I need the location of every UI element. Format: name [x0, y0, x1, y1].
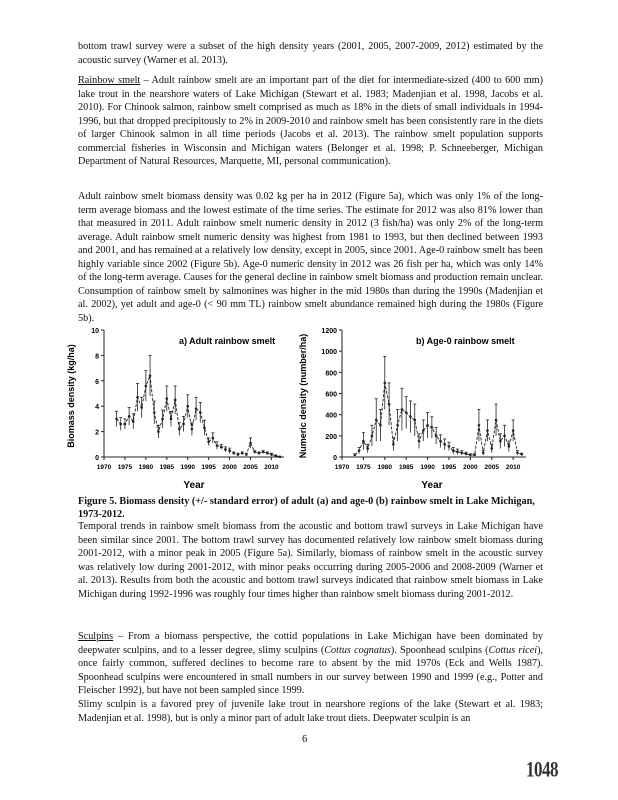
page-number: 6 — [302, 734, 308, 745]
b-data-point — [362, 440, 365, 443]
b-data-point — [495, 419, 498, 422]
a-data-point — [262, 451, 265, 454]
b-data-point — [490, 447, 493, 450]
a-data-point — [140, 406, 143, 409]
a-x-tick-label: 2010 — [264, 464, 279, 471]
b-y-tick-label: 200 — [325, 433, 337, 441]
b-data-point — [396, 424, 399, 427]
a-data-point — [245, 453, 248, 456]
paragraph-rainbow-smelt — [78, 74, 543, 169]
b-data-point — [409, 415, 412, 418]
b-data-point — [418, 440, 421, 443]
a-data-point — [128, 415, 131, 418]
paragraph-biomass: Adult rainbow smelt biomass density was 0.02 kg per ha in 2012 (Figure 5a), which was only 1% of the long-term average biomass and the lowest estimate of the time series. The estimate for 2012 was also 81% lower than that measured in 2011. Adult rainbow smelt numeric density in 2012 (3 fish/ha) was only 2% of the long-term average. Adult rainbow smelt numeric density was highest from 1981 to 1993, but then declined between 1993 and 2001, and has remained at a relatively low density, except in 2005, since 2001. Age-0 rainbow smelt has been highly variable since 2002 (Figure 5b). Age-0 numeric density in 2012 was 26 fish per ha, which was only 14% of the long-term average. Causes for the general decline in rainbow smelt biomass and production remain unclear. Consumption of rainbow smelt by salmonines was higher in the mid 1980s than during the 1990s (Madenjian et al. 2002), yet adult and age-0 (< 90 mm TL) rainbow smelt abundance remained high during the 1980s (Figure 5b). — [78, 191, 543, 324]
paragraph-text: – Adult rainbow smelt are an important part of the diet for intermediate-sized (400 to 600 mm) lake trout in the nearshore waters of Lake Michigan (Stewart et al. 1983; Madenjian et al. 1998, Jacobs et al. 2010). For Chinook salmon, rainbow smelt comprised as much as 18% in the diets of small individuals in 1994-1996, but that dropped precipitously to 2% in 2009-2010 and rainbow smelt has been consistently rare in the diets of larger Chinook salmon in all time periods (Jacobs et al. 2013). The rainbow smelt population supports commercial fisheries in Wisconsin and Michigan waters (Belonger et al. 1998; P. Schneeberger, Michigan Department of Natural Resources, Marquette, MI, personal communication). — [78, 75, 543, 168]
a-data-point — [178, 428, 181, 431]
b-data-point — [461, 451, 464, 454]
b-y-tick-label: 1200 — [321, 328, 337, 335]
b-data-point — [473, 454, 476, 457]
figure-caption: Figure 5. Biomass density (+/- standard error) of adult (a) and age-0 (b) rainbow smelt in Lake Michigan, 1973-2012. — [78, 496, 535, 520]
a-data-point — [132, 420, 135, 423]
a-y-tick-label: 2 — [95, 429, 99, 437]
b-x-tick-label: 1975 — [356, 464, 371, 471]
a-data-point — [207, 440, 210, 443]
a-x-tick-label: 2000 — [222, 464, 237, 471]
b-data-point — [354, 454, 357, 457]
b-data-point — [401, 408, 404, 411]
a-data-point — [274, 454, 277, 457]
a-data-point — [157, 430, 160, 433]
b-data-point — [383, 382, 386, 385]
b-data-point — [426, 424, 429, 427]
b-data-point — [443, 443, 446, 446]
a-data-point — [270, 453, 273, 456]
a-data-point — [174, 399, 177, 402]
a-data-point — [145, 385, 148, 388]
b-data-point — [469, 454, 472, 457]
panel-a — [66, 328, 284, 491]
paragraph-sculpins — [78, 630, 543, 698]
a-x-tick-label: 1995 — [201, 464, 216, 471]
b-data-point — [456, 450, 459, 453]
a-data-point — [199, 411, 202, 414]
a-data-point — [161, 418, 164, 421]
a-data-point — [124, 423, 127, 426]
b-x-tick-label: 1985 — [398, 464, 414, 471]
b-y-tick-label: 800 — [325, 370, 337, 378]
b-data-point — [482, 451, 485, 454]
b-data-point — [486, 429, 489, 432]
a-y-tick-label: 0 — [95, 455, 99, 462]
panel-a-title: a) Adult rainbow smelt — [179, 336, 276, 346]
a-data-point — [241, 452, 244, 455]
panel-b-title: b) Age-0 rainbow smelt — [416, 336, 515, 346]
b-data-point — [371, 435, 374, 438]
a-y-tick-label: 8 — [95, 353, 99, 361]
a-x-tick-label: 1990 — [180, 464, 195, 471]
a-y-tick-label: 10 — [91, 328, 99, 335]
a-data-point — [149, 374, 152, 377]
b-data-point — [512, 429, 515, 432]
b-data-point — [508, 445, 511, 448]
a-x-tick-label: 1985 — [159, 464, 175, 471]
a-data-point — [136, 396, 139, 399]
paragraph-text: – From a biomass perspective, the cottid populations in Lake Michigan have been dominated by deepwater sculpins, and to a lesser degree, slimy sculpins ( — [78, 631, 543, 656]
b-y-tick-label: 400 — [325, 412, 337, 420]
a-data-point — [249, 442, 252, 445]
a-data-point — [216, 444, 219, 447]
b-y-tick-label: 1000 — [321, 349, 337, 357]
paragraph-temporal-trends: Temporal trends in rainbow smelt biomass from the acoustic and bottom trawl surveys in Lake Michigan have been similar since 2001. The bottom trawl survey has documented relatively low rainbow smelt biomass during 2001-2012, with a minor peak in 2005 (Figure 5a). Similarly, biomass of rainbow smelt in the acoustic survey was relatively low during 2001-2012, with minor peaks occurring during 2005-2006 and 2008-2009 (Warner et al. 2013). Results from both the acoustic and bottom trawl surveys indicated that rainbow smelt biomass in Lake Michigan during 1992-1996 was roughly four times higher than rainbow smelt biomass during 2001-2012. — [78, 521, 543, 600]
b-data-point — [379, 424, 382, 427]
panel-a-x-axis-label: Year — [183, 480, 205, 491]
a-data-point — [165, 397, 168, 400]
a-data-point — [203, 426, 206, 429]
b-x-tick-label: 2010 — [505, 464, 521, 471]
a-data-point — [191, 428, 194, 431]
b-data-point — [499, 440, 502, 443]
a-data-point — [212, 437, 215, 440]
b-y-tick-label: 0 — [333, 455, 337, 462]
panel-a-y-axis-label: Biomass density (kg/ha) — [66, 344, 76, 448]
a-data-point — [119, 423, 122, 426]
a-x-tick-label: 1980 — [138, 464, 154, 471]
a-data-point — [186, 405, 189, 408]
a-data-point — [195, 407, 198, 410]
a-data-point — [220, 446, 223, 449]
species-name: Cottus ricei — [488, 644, 538, 656]
a-data-point — [153, 411, 156, 414]
b-data-point — [448, 445, 451, 448]
a-data-point — [224, 448, 227, 451]
a-data-point — [266, 452, 269, 455]
a-y-tick-label: 6 — [95, 378, 99, 386]
a-data-point — [258, 452, 261, 455]
b-data-point — [366, 447, 369, 450]
b-data-point — [388, 403, 391, 406]
b-data-point — [439, 440, 442, 443]
a-data-point — [115, 418, 118, 421]
b-data-point — [422, 429, 425, 432]
panel-b-y-axis-label: Numeric density (number/ha) — [298, 333, 308, 459]
b-data-point — [358, 449, 361, 452]
b-y-tick-label: 600 — [325, 391, 337, 399]
b-data-point — [516, 451, 519, 454]
a-x-tick-label: 1975 — [117, 464, 133, 471]
a-data-point — [182, 423, 185, 426]
b-data-point — [375, 419, 378, 422]
a-data-point — [232, 452, 235, 455]
b-data-point — [431, 426, 434, 429]
species-name: Cottus cognatus — [324, 644, 391, 656]
panel-b-x-axis-label: Year — [421, 480, 443, 491]
section-heading-sculpins: Sculpins — [78, 631, 114, 642]
b-data-point — [452, 449, 455, 452]
a-series-line — [117, 376, 280, 457]
b-data-point — [478, 424, 481, 427]
paragraph-continuation: bottom trawl survey were a subset of the high density years (2001, 2005, 2007-2009, 2012) estimated by the acoustic survey (Warner et al. 2013). — [78, 41, 543, 66]
b-x-tick-label: 2005 — [484, 464, 500, 471]
panel-b — [298, 328, 526, 491]
b-x-tick-label: 1980 — [377, 464, 393, 471]
b-x-tick-label: 1990 — [420, 464, 435, 471]
paragraph-slimy-sculpin: Slimy sculpin is a favored prey of juvenile lake trout in nearshore regions of the lake (Stewart et al. 1983; Madenjian et al. 1998), but is only a minor part of adult lake trout diets. Deepwater sculpin is an — [78, 699, 543, 724]
a-x-tick-label: 2005 — [243, 464, 258, 471]
section-heading-rainbow-smelt: Rainbow smelt — [78, 75, 141, 86]
paragraph-text: ), once fairly common, suffered declines to become rare to absent by the mid 1970s (Eck and Wells 1987). Spoonhead sculpins were encountered in small numbers in our survey between 1990 and 1999 (e.g., Potter and Fleischer 1992), but have not been sampled since 1999. — [78, 644, 544, 697]
b-data-point — [465, 453, 468, 456]
a-data-point — [253, 451, 256, 454]
page-stamp: 1048 — [526, 757, 558, 782]
b-data-point — [392, 443, 395, 446]
a-data-point — [237, 453, 240, 456]
a-y-tick-label: 4 — [95, 404, 99, 412]
b-data-point — [503, 435, 506, 438]
b-x-tick-label: 1970 — [334, 464, 350, 471]
a-data-point — [170, 418, 173, 421]
paragraph-text: ). Spoonhead sculpins ( — [390, 644, 489, 656]
b-x-tick-label: 2000 — [463, 464, 478, 471]
b-x-tick-label: 1995 — [441, 464, 457, 471]
b-data-point — [405, 411, 408, 414]
figure-5 — [64, 322, 550, 492]
b-data-point — [520, 453, 523, 456]
a-data-point — [228, 449, 231, 452]
a-data-point — [279, 455, 282, 458]
a-x-tick-label: 1970 — [96, 464, 112, 471]
b-data-point — [413, 419, 416, 422]
b-data-point — [435, 435, 438, 438]
